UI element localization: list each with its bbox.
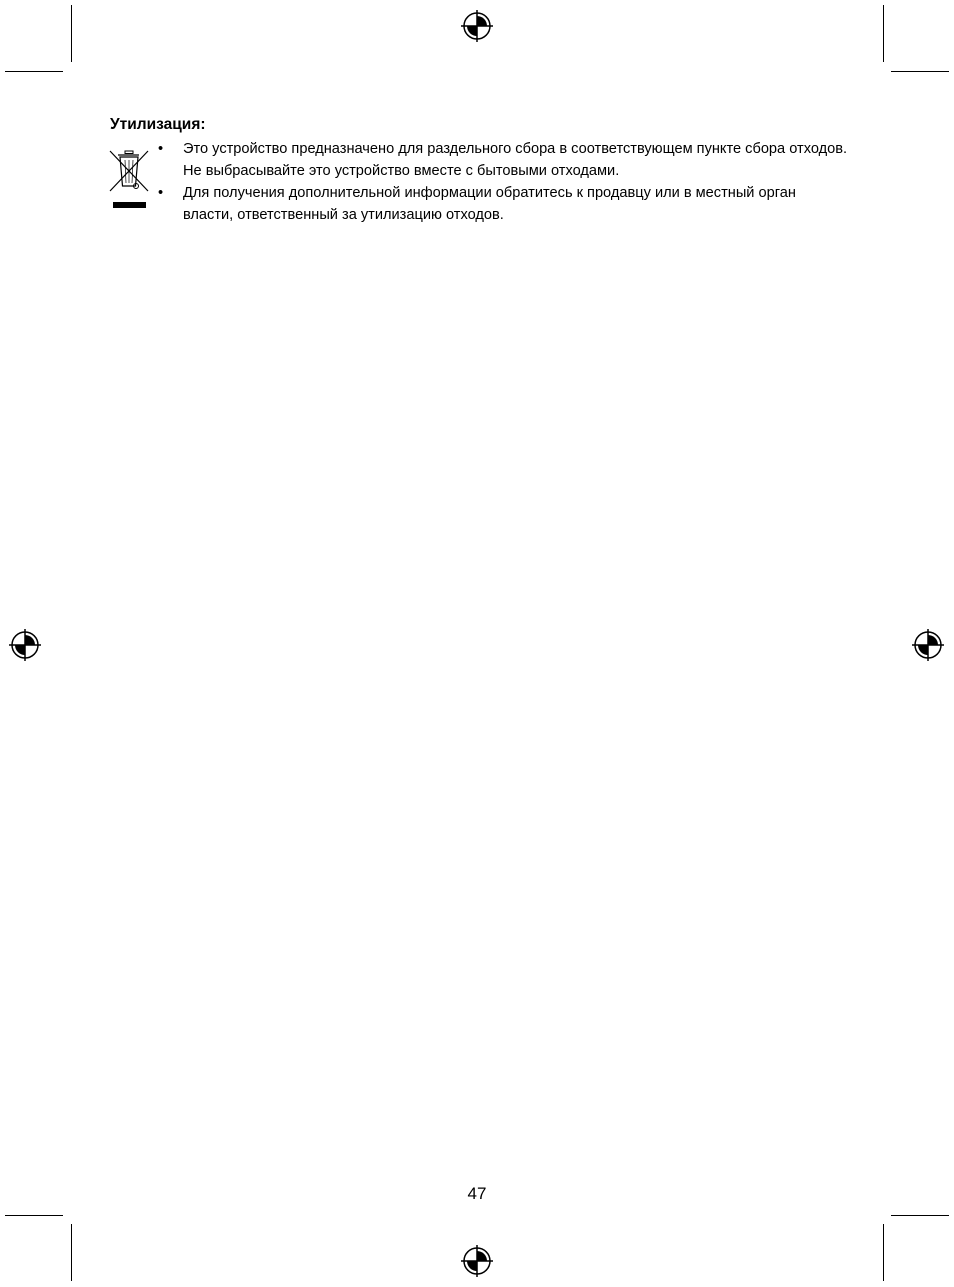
- crop-mark-bottom-left-vertical: [71, 1224, 72, 1281]
- crop-mark-bottom-right-horizontal: [891, 1215, 949, 1216]
- bullet-text: Для получения дополнительной информации обратитесь к продавцу или в местный орган власти, ответственный за утилизацию отходов.: [183, 185, 796, 223]
- registration-mark-icon: [9, 629, 41, 661]
- crop-mark-top-right-vertical: [883, 5, 884, 62]
- crop-mark-bottom-right-vertical: [883, 1224, 884, 1281]
- bullet-text: Это устройство предназначено для раздельного сбора в соответствующем пункте сбора отходов. Не выбрасывайте это устройство вместе с бытовыми отходами.: [183, 141, 848, 179]
- section-heading: Утилизация:: [110, 116, 206, 133]
- bullet-marker: •: [158, 185, 164, 201]
- registration-mark-icon: [461, 1245, 493, 1277]
- crop-mark-top-right-horizontal: [891, 71, 949, 72]
- bullet-marker: •: [158, 141, 164, 157]
- crop-mark-bottom-left-horizontal: [5, 1215, 63, 1216]
- page-number: 47: [467, 1184, 487, 1203]
- registration-mark-icon: [912, 629, 944, 661]
- registration-mark-icon: [461, 10, 493, 42]
- crop-mark-top-left-horizontal: [5, 71, 63, 72]
- bullet-list: [158, 138, 848, 226]
- crop-mark-top-left-vertical: [71, 5, 72, 62]
- list-item: [158, 138, 848, 182]
- list-item: [158, 182, 848, 226]
- crossed-out-wheeled-bin-icon: [108, 148, 150, 210]
